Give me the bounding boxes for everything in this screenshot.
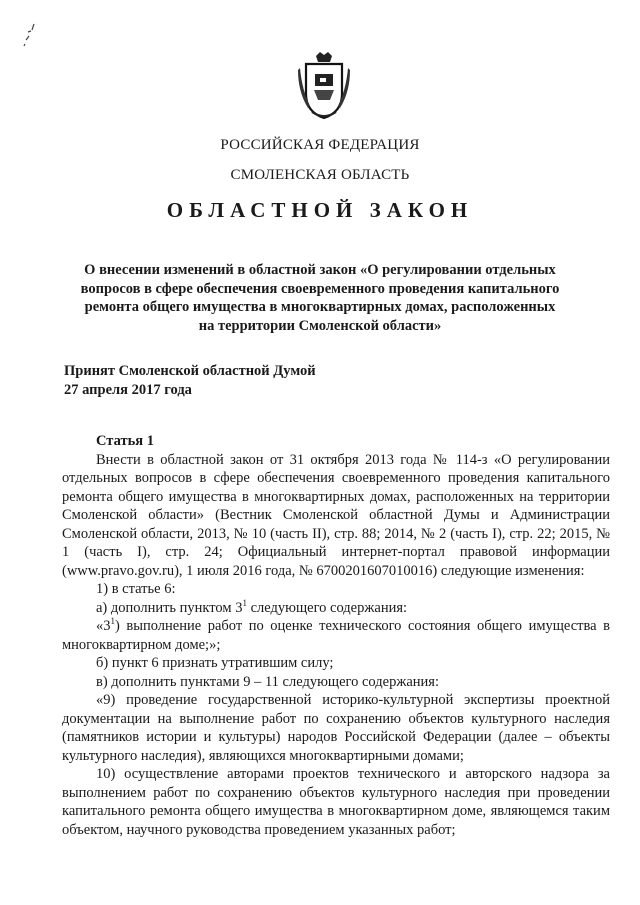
adoption-body: Принят Смоленской областной Думой (64, 363, 316, 379)
subject-line: О внесении изменений в областной закон «О регулировании отдельных (84, 262, 556, 278)
country-heading: РОССИЙСКАЯ ФЕДЕРАЦИЯ (220, 137, 420, 153)
item-a: а) дополнить пунктом $3^1$ следующего содержания: (96, 597, 408, 616)
coat-of-arms-icon (296, 50, 352, 120)
subject-line: вопросов в сфере обеспечения своевременного проведения капитального (80, 280, 560, 297)
adoption-info (64, 362, 316, 399)
point-9: «9) проведение государственной историко-культурной экспертизы проектной документации на выполнение работ по сохранению объектов культурного наследия (памятников истории и культуры) народов Российской Федерации (далее – объекты культурного наследия), являющихся многоквартирными домами; (62, 692, 610, 764)
region-heading: СМОЛЕНСКАЯ ОБЛАСТЬ (230, 167, 410, 183)
article-intro: Внести в областной закон от 31 октября 2013 года № 114-з «О регулировании отдельных вопросов в сфере обеспечения своевременного проведения капитального ремонта общего имущества в многоквартирных домах, расположенных на территории Смоленской области» (Вестник Смоленской областной Думы и Администрации Смоленской области, 2013, № 10 (часть II), стр. 88; 2014, № 2 (часть I), стр. 22; 2015, № 1 (часть I), стр. 24; Официальный интернет-портал правовой информации (www.pravo.gov.ru), 1 июля 2016 года, № 6700201607010016) следующие изменения: (62, 451, 610, 579)
item-1: 1) в статье 6: (96, 581, 176, 597)
document-type-title: ОБЛАСТНОЙ ЗАКОН (166, 198, 474, 222)
item-b: б) пункт 6 признать утратившим силу; (96, 655, 334, 671)
point-10: 10) осуществление авторами проектов технического и авторского надзора за выполнением работ по сохранению объектов культурного наследия при проведении капитального ремонта общего имущества в многоквартирном доме, являющемся таким объектом, научного руководства проведением указанных работ; (62, 766, 610, 838)
pen-mark-icon (22, 22, 40, 48)
item-c: в) дополнить пунктами 9 – 11 следующего содержания: (96, 673, 439, 690)
subject-line: ремонта общего имущества в многоквартирных домах, расположенных (84, 299, 556, 315)
article-title: Статья 1 (96, 433, 154, 449)
subject-line: на территории Смоленской области» (198, 317, 442, 334)
law-subject (70, 261, 570, 335)
quote-3-1: «$3^1$) выполнение работ по оценке технического состояния общего имущества в многоквартирном доме;»; (62, 616, 610, 653)
adoption-date: 27 апреля 2017 года (64, 381, 192, 398)
article-body (62, 432, 610, 839)
